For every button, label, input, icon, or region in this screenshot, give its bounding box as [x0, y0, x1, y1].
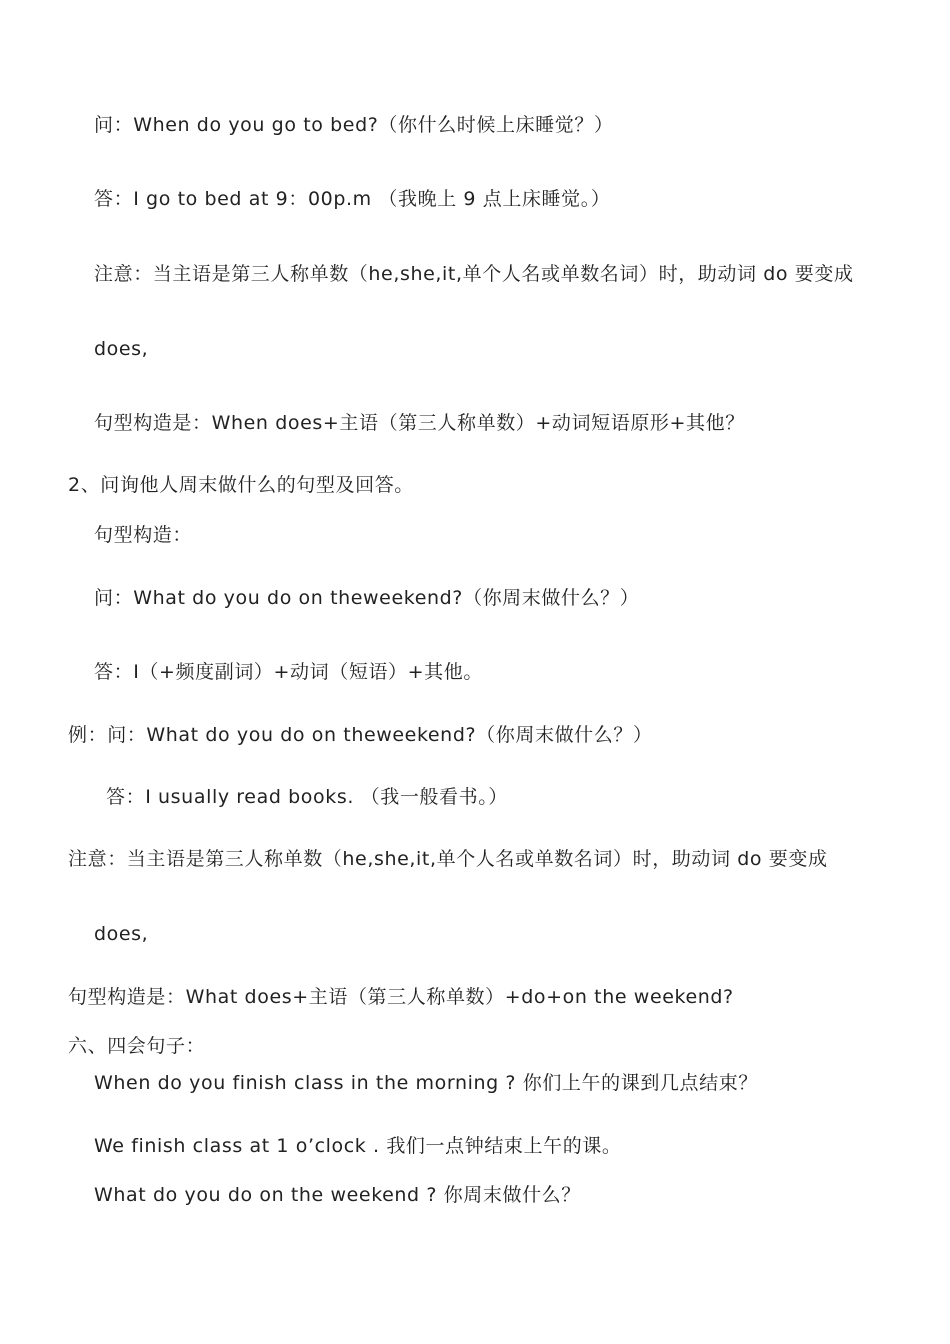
- pattern-what-does: 句型构造是：What does+主语（第三人称单数）+do+on the weekend?: [68, 986, 734, 1008]
- example-question-weekend: 例：问：What do you do on theweekend?（你周末做什么？）: [68, 724, 653, 746]
- answer-bedtime: 答：I go to bed at 9：00p.m （我晚上 9 点上床睡觉。）: [94, 188, 611, 210]
- question-bedtime: 问：When do you go to bed?（你什么时候上床睡觉？）: [94, 114, 614, 136]
- pattern-label: 句型构造：: [94, 524, 193, 546]
- section-heading-6: 六、四会句子：: [68, 1035, 206, 1057]
- sentence-finish-class-question: When do you finish class in the morning ? 你们上午的课到几点结束？: [94, 1072, 758, 1094]
- sentence-weekend-question: What do you do on the weekend ? 你周末做什么？: [94, 1184, 581, 1206]
- section-heading-2: 2、问询他人周末做什么的句型及回答。: [68, 474, 414, 496]
- pattern-when-does: 句型构造是：When does+主语（第三人称单数）+动词短语原形+其他？: [94, 412, 745, 434]
- sentence-finish-class-answer: We finish class at 1 o’clock . 我们一点钟结束上午的课。: [94, 1135, 622, 1157]
- example-answer-weekend: 答：I usually read books. （我一般看书。）: [106, 786, 508, 808]
- note-third-person-1: 注意：当主语是第三人称单数（he,she,it,单个人名或单数名词）时，助动词 do 要变成: [94, 263, 854, 285]
- note-third-person-2-cont: does,: [94, 923, 149, 945]
- note-third-person-2: 注意：当主语是第三人称单数（he,she,it,单个人名或单数名词）时，助动词 do 要变成: [68, 848, 828, 870]
- note-third-person-1-cont: does,: [94, 338, 149, 360]
- question-weekend: 问：What do you do on theweekend?（你周末做什么？）: [94, 587, 640, 609]
- answer-pattern-weekend: 答：I（+频度副词）+动词（短语）+其他。: [94, 661, 483, 683]
